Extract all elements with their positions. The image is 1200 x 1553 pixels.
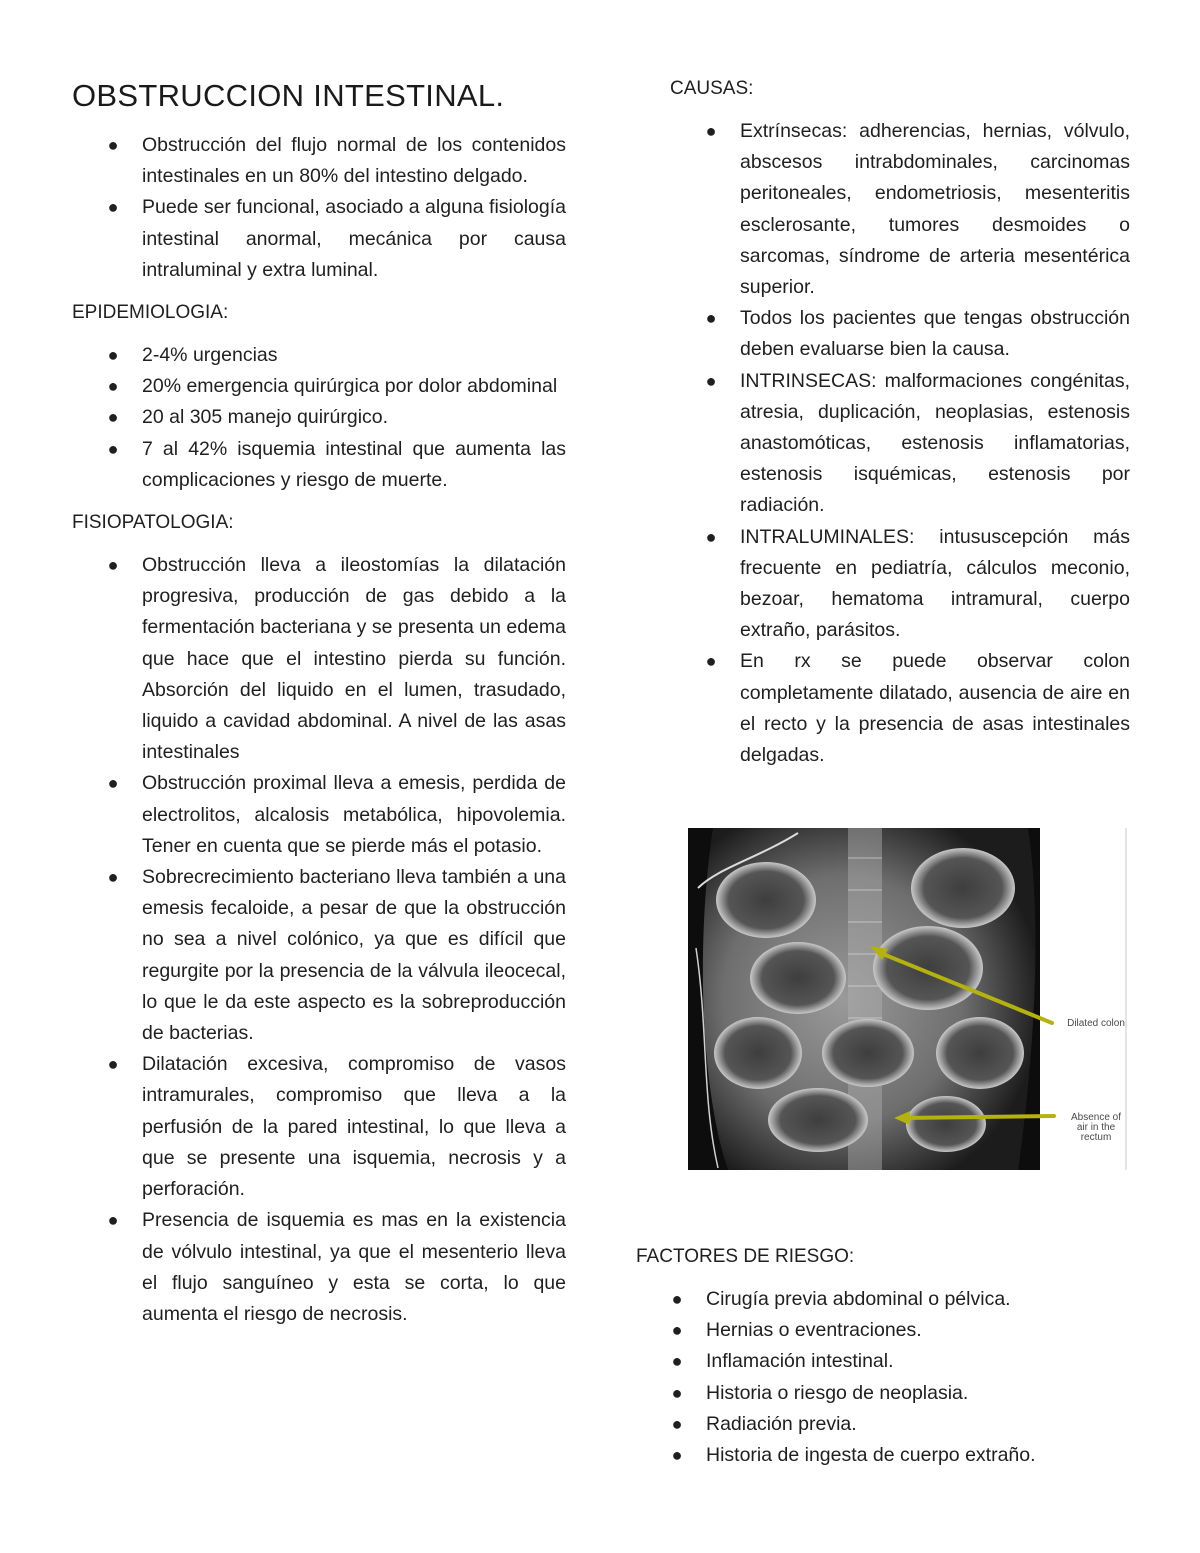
abdominal-xray-image bbox=[688, 828, 1128, 1170]
factores-list bbox=[636, 1284, 1130, 1471]
bullet-icon: ● bbox=[671, 1289, 683, 1309]
list-item: ● Inflamación intestinal. bbox=[636, 1346, 1130, 1377]
list-item: ● Obstrucción del flujo normal de los contenidos intestinales en un 80% del intestino delgado. bbox=[72, 130, 566, 192]
bullet-icon: ● bbox=[107, 1210, 119, 1231]
rectum-label: Absence of air in the rectum bbox=[1070, 1112, 1122, 1143]
list-item: ● 7 al 42% isquemia intestinal que aumenta las complicaciones y riesgo de muerte. bbox=[72, 434, 566, 496]
list-item: ● INTRINSECAS: malformaciones congénitas, atresia, duplicación, neoplasias, estenosis anastomóticas, estenosis inflamatorias, estenosis isquémicas, estenosis por radiación. bbox=[670, 366, 1130, 522]
causas-list bbox=[636, 116, 1130, 771]
bullet-icon: ● bbox=[671, 1320, 683, 1341]
bullet-icon: ● bbox=[107, 1054, 119, 1075]
list-item: ● Obstrucción lleva a ileostomías la dilatación progresiva, producción de gas debido a la fermentación bacteriana y se presenta un edema que hace que el intestino pierda su función. Absorción del liquido en el lumen, trasudado, liquido a cavidad abdominal. A nivel de las asas intestinales bbox=[72, 550, 566, 768]
bullet-icon: ● bbox=[107, 867, 119, 888]
list-item: ● Sobrecrecimiento bacteriano lleva también a una emesis fecaloide, a pesar de que la obstrucción no sea a nivel colónico, ya que es difícil que regurgite por la presencia de la válvula ileocecal, lo que le da este aspecto es la sobreproducción de bacterias. bbox=[72, 862, 566, 1049]
bullet-icon: ● bbox=[671, 1413, 683, 1434]
bullet-icon: ● bbox=[107, 438, 119, 459]
bullet-icon: ● bbox=[671, 1445, 683, 1466]
bullet-icon: ● bbox=[107, 773, 119, 794]
list-item: ● Hernias o eventraciones. bbox=[636, 1315, 1130, 1346]
bullet-icon: ● bbox=[107, 407, 119, 428]
list-item: ● Puede ser funcional, asociado a alguna fisiología intestinal anormal, mecánica por causa intraluminal y extra luminal. bbox=[72, 192, 566, 286]
bullet-icon: ● bbox=[107, 555, 119, 576]
list-item: ● Presencia de isquemia es mas en la existencia de vólvulo intestinal, ya que el mesenterio lleva el flujo sanguíneo y esta se corta, lo que aumenta el riesgo de necrosis. bbox=[72, 1205, 566, 1330]
list-item: ● Extrínsecas: adherencias, hernias, vólvulo, abscesos intrabdominales, carcinomas peritoneales, endometriosis, mesenteritis esclerosante, tumores desmoides o sarcomas, síndrome de arteria mesentérica superior. bbox=[670, 116, 1130, 303]
bullet-icon: ● bbox=[107, 135, 119, 155]
bullet-icon: ● bbox=[705, 370, 717, 391]
factores-heading: FACTORES DE RIESGO: bbox=[636, 1246, 855, 1267]
bullet-icon: ● bbox=[705, 308, 717, 329]
list-item: ● Todos los pacientes que tengas obstrucción deben evaluarse bien la causa. bbox=[670, 303, 1130, 365]
list-item: ● Cirugía previa abdominal o pélvica. bbox=[636, 1284, 1130, 1315]
bullet-icon: ● bbox=[705, 651, 717, 672]
list-item: ● En rx se puede observar colon completamente dilatado, ausencia de aire en el recto y la presencia de asas intestinales delgadas. bbox=[670, 646, 1130, 771]
dilated-colon-label: Dilated colon bbox=[1067, 1018, 1125, 1029]
bullet-icon: ● bbox=[671, 1351, 683, 1372]
bullet-icon: ● bbox=[671, 1382, 683, 1403]
page-title: OBSTRUCCION INTESTINAL. bbox=[72, 78, 505, 113]
factores-section bbox=[636, 1242, 1130, 1471]
bullet-icon: ● bbox=[705, 121, 717, 141]
bullet-icon: ● bbox=[705, 526, 717, 547]
right-column bbox=[636, 74, 1130, 771]
list-item: ● 20% emergencia quirúrgica por dolor abdominal bbox=[72, 371, 566, 402]
epidemiologia-list bbox=[72, 340, 566, 496]
list-item: ● 20 al 305 manejo quirúrgico. bbox=[72, 402, 566, 433]
intro-list bbox=[72, 130, 566, 286]
list-item: ● INTRALUMINALES: intususcepción más frecuente en pediatría, cálculos meconio, bezoar, hematoma intramural, cuerpo extraño, parásitos. bbox=[670, 522, 1130, 647]
list-item: ● Historia de ingesta de cuerpo extraño. bbox=[636, 1440, 1130, 1471]
list-item: ● Historia o riesgo de neoplasia. bbox=[636, 1378, 1130, 1409]
bullet-icon: ● bbox=[107, 197, 119, 218]
bullet-icon: ● bbox=[107, 376, 119, 397]
list-item: ● 2-4% urgencias bbox=[72, 340, 566, 371]
causas-heading: CAUSAS: bbox=[670, 78, 754, 99]
fisiopatologia-list bbox=[72, 550, 566, 1330]
bullet-icon: ● bbox=[107, 345, 119, 366]
epidemiologia-heading: EPIDEMIOLOGIA: bbox=[72, 302, 229, 324]
list-item: ● Obstrucción proximal lleva a emesis, perdida de electrolitos, alcalosis metabólica, hipovolemia. Tener en cuenta que se pierde más el potasio. bbox=[72, 768, 566, 862]
list-item: ● Radiación previa. bbox=[636, 1409, 1130, 1440]
left-column bbox=[72, 76, 566, 1330]
list-item: ● Dilatación excesiva, compromiso de vasos intramurales, compromiso que lleva a la perfusión de la pared intestinal, lo que lleva a que se presente una isquemia, necrosis y a perforación. bbox=[72, 1049, 566, 1205]
fisiopatologia-heading: FISIOPATOLOGIA: bbox=[72, 512, 234, 534]
